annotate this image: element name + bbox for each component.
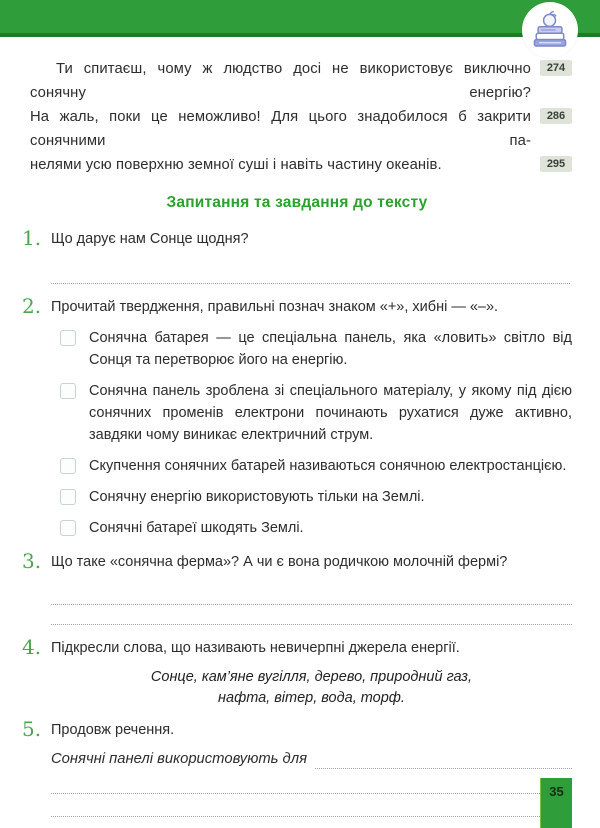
question-text: Що дарує нам Сонце щодня? (51, 231, 249, 247)
statement-checkbox[interactable] (60, 330, 76, 346)
statement-text: Скупчення сонячних батарей називаються сонячною електростанцією. (89, 458, 567, 474)
statement-checkbox[interactable] (60, 458, 76, 474)
question-number: 2. (22, 294, 42, 318)
answer-line[interactable] (51, 605, 572, 625)
page-content (0, 37, 600, 828)
statement-checkbox[interactable] (60, 383, 76, 399)
answer-line[interactable] (51, 817, 572, 828)
question-4 (22, 637, 572, 709)
intro-line (22, 153, 572, 177)
sentence-start-text: Сонячні панелі використовують для (51, 751, 307, 767)
statement-item (60, 486, 572, 508)
question-number: 5. (22, 717, 42, 741)
word-count-badge: 295 (540, 156, 572, 172)
statement-item (60, 327, 572, 371)
statement-checkbox[interactable] (60, 520, 76, 536)
writing-area (51, 771, 572, 828)
word-count-badge: 274 (540, 60, 572, 76)
header-bar (0, 0, 600, 37)
question-2 (22, 296, 572, 539)
intro-line-text: На жаль, поки це неможливо! Для цього знадобилося б закрити сонячними па- (30, 109, 531, 149)
question-text: Що таке «сонячна ферма»? А чи є вона родичкою молочній фермі? (51, 554, 508, 570)
answer-line[interactable] (315, 751, 572, 769)
answer-line[interactable] (51, 794, 572, 817)
intro-line-text: Ти спитаєш, чому ж людство досі не використовує виключно сонячну енергію? (30, 61, 531, 101)
answer-line[interactable] (51, 264, 570, 284)
question-text: Продовж речення. (51, 722, 175, 738)
statement-text: Сонячна панель зроблена зі спеціального матеріалу, у якому під дією сонячних променів електрони починають рухатися дуже активно, завдяки чому виникає електричний струм. (89, 383, 572, 443)
page-number-badge: 35 (540, 778, 572, 828)
answer-line[interactable] (51, 585, 572, 605)
question-number: 4. (22, 635, 42, 659)
question-1 (22, 228, 572, 284)
question-text: Прочитай твердження, правильні познач знаком «+», хибні — «–». (51, 299, 499, 315)
intro-line (22, 105, 572, 153)
books-apple-icon-graphic (528, 8, 572, 52)
word-bank-line: Сонце, кам’яне вугілля, дерево, природний газ, (150, 669, 473, 685)
statement-item (60, 380, 572, 446)
word-bank-line: нафта, вітер, вода, торф. (218, 690, 405, 706)
statement-item (60, 517, 572, 539)
section-heading: Запитання та завдання до тексту (166, 194, 428, 211)
intro-line-text: нелями усю поверхню земної суші і навіть частину океанів. (30, 157, 442, 173)
question-5 (22, 719, 572, 828)
answer-line[interactable] (51, 771, 572, 794)
statement-item (60, 455, 572, 477)
word-count-badge: 286 (540, 108, 572, 124)
question-text: Підкресли слова, що називають невичерпні джерела енергії. (51, 640, 460, 656)
question-number: 3. (22, 549, 42, 573)
statement-checkbox[interactable] (60, 489, 76, 505)
statement-text: Сонячні батареї шкодять Землі. (89, 520, 304, 536)
statement-text: Сонячну енергію використовують тільки на Землі. (89, 489, 425, 505)
statement-text: Сонячна батарея — це спеціальна панель, яка «ловить» світло від Сонця та перетворює його на енергію. (89, 330, 572, 368)
question-number: 1. (22, 226, 42, 250)
books-apple-icon (522, 2, 578, 58)
intro-line (22, 57, 572, 105)
question-3 (22, 551, 572, 625)
